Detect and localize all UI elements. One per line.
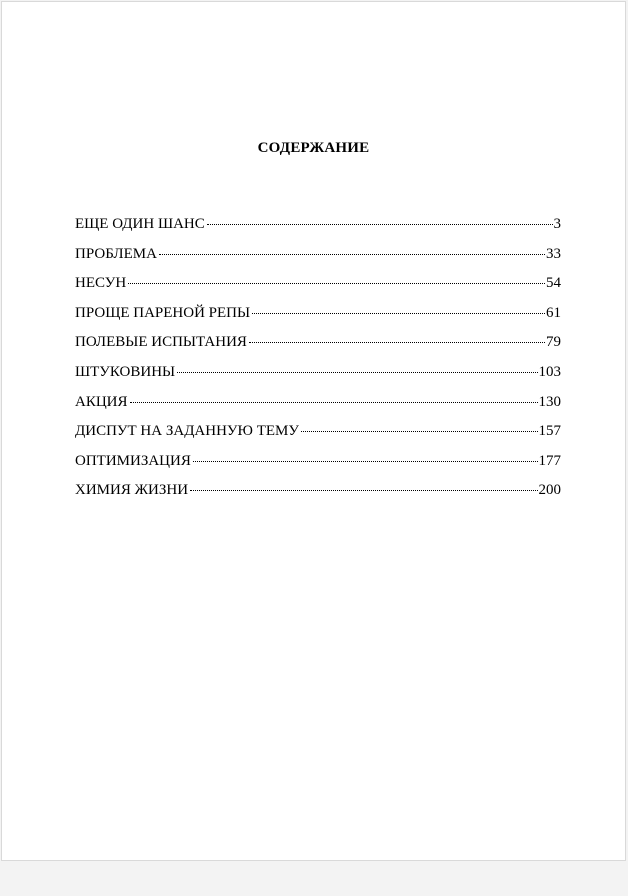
toc-entry-title: ПРОБЛЕМА xyxy=(75,245,157,262)
toc-page-number: 200 xyxy=(538,482,561,499)
toc-page-number: 157 xyxy=(538,423,561,440)
toc-page-number: 177 xyxy=(538,452,561,469)
toc-entry[interactable] xyxy=(75,305,561,335)
toc-entry-title: ОПТИМИЗАЦИЯ xyxy=(75,452,191,469)
toc-entry[interactable] xyxy=(75,423,561,453)
toc-entry-title: ЕЩЕ ОДИН ШАНС xyxy=(75,216,205,232)
dot-leader xyxy=(128,283,545,284)
dot-leader xyxy=(207,224,553,225)
toc-entry[interactable] xyxy=(75,453,561,483)
toc-entry-title: ШТУКОВИНЫ xyxy=(75,363,176,380)
toc-page-number: 61 xyxy=(546,304,561,321)
toc-heading: СОДЕРЖАНИЕ xyxy=(257,140,370,156)
table-of-contents xyxy=(75,216,561,512)
toc-entry-title: ДИСПУТ НА ЗАДАННУЮ ТЕМУ xyxy=(75,423,299,440)
dot-leader xyxy=(177,372,537,373)
toc-entry-title: ПРОЩЕ ПАРЕНОЙ РЕПЫ xyxy=(75,304,251,321)
toc-entry-title: ХИМИЯ ЖИЗНИ xyxy=(75,482,189,499)
dot-leader xyxy=(190,490,537,491)
toc-page-number: 103 xyxy=(538,363,561,380)
toc-entry-title: НЕСУН xyxy=(75,275,127,292)
toc-page-number: 54 xyxy=(546,275,561,292)
dot-leader xyxy=(301,431,538,432)
toc-page-number: 3 xyxy=(553,216,561,232)
toc-entry[interactable] xyxy=(75,482,561,512)
toc-entry[interactable] xyxy=(75,275,561,305)
toc-entry-title: АКЦИЯ xyxy=(75,393,128,410)
toc-entry[interactable] xyxy=(75,364,561,394)
toc-entry[interactable] xyxy=(75,216,561,246)
toc-page-number: 33 xyxy=(546,245,561,262)
document-page xyxy=(1,1,626,861)
dot-leader xyxy=(249,342,545,343)
dot-leader xyxy=(130,402,538,403)
dot-leader xyxy=(252,313,545,314)
toc-entry-title: ПОЛЕВЫЕ ИСПЫТАНИЯ xyxy=(75,334,247,351)
dot-leader xyxy=(159,254,545,255)
toc-entry[interactable] xyxy=(75,394,561,424)
toc-page-number: 79 xyxy=(546,334,561,351)
toc-entry[interactable] xyxy=(75,334,561,364)
dot-leader xyxy=(193,461,538,462)
toc-page-number: 130 xyxy=(538,393,561,410)
toc-entry[interactable] xyxy=(75,246,561,276)
